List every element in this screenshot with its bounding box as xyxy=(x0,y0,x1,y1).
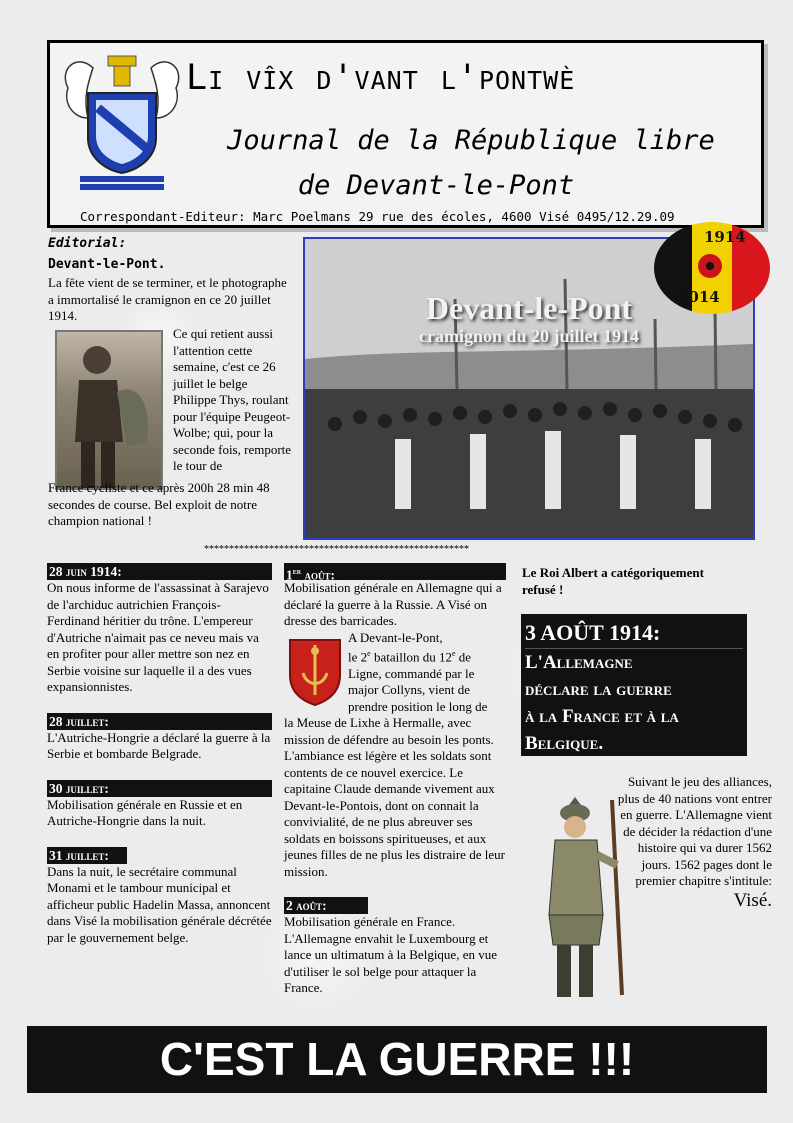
date-word: juillet xyxy=(65,713,105,729)
date-header-28-juin: 28 juin 1914: xyxy=(47,563,272,580)
date-word: août xyxy=(304,567,331,583)
editorial-intro: La fête vient de se terminer, et le photographe a immortalisé le cramignon en ce 20 juillet 1914. xyxy=(48,275,287,323)
king-albert-refused: Le Roi Albert a catégoriquement refusé ! xyxy=(522,565,704,597)
date-header-28-juillet: 28 juillet: xyxy=(47,713,272,730)
wrap-line: A Devant-le-Pont, xyxy=(348,629,443,645)
masthead-editor-info: Correspondant-Editeur: Marc Poelmans 29 rue des écoles, 4600 Visé 0495/12.29.09 xyxy=(80,209,675,224)
wrap-text: bataillon du 12 xyxy=(370,649,452,665)
editorial-side-text: Ce qui retient aussi l'attention cette semaine, c'est ce 26 juillet le belge Philippe Thys, roulant pour l'équipe Peugeot-Wolbe; qui, pour la seconde fois, remporte le tour de xyxy=(173,326,292,473)
wrap-sup: e xyxy=(367,649,371,658)
news-1-aout-top: Mobilisation générale en Allemagne qui a déclaré la guerre à la Russie. A Visé on dresse des barricades. xyxy=(284,580,502,628)
coat-of-arms-icon xyxy=(58,48,186,193)
war-banner: C'EST LA GUERRE !!! xyxy=(27,1026,767,1093)
wrap-line xyxy=(348,646,506,666)
war-date: 3 AOÛT 1914: xyxy=(525,618,743,649)
poppy-anniversary-badge-icon xyxy=(652,220,772,316)
news-30-juillet: Mobilisation générale en Russie et en Autriche-Hongrie dans la nuit. xyxy=(47,796,243,828)
date-word: juin 1914 xyxy=(65,564,118,579)
date-word: juillet xyxy=(65,780,105,796)
date-header-2-aout: 2 août: xyxy=(284,897,368,914)
date-word: juillet xyxy=(65,847,105,863)
alliances-ending: Visé. xyxy=(733,889,772,911)
editorial-label: Editorial: xyxy=(48,236,127,251)
news-2-aout: Mobilisation générale en France. L'Allemagne envahit le Luxembourg et lance un ultimatum à la Belgique, en vue d'utiliser le sol belge pour attaquer la France. xyxy=(284,914,497,996)
date-superscript: er xyxy=(292,567,302,576)
alliances-text xyxy=(612,774,772,912)
cyclist-photo xyxy=(55,330,163,490)
war-line: L'Allemagne xyxy=(525,652,633,673)
war-declaration-box xyxy=(521,614,747,756)
date-header-1-aout: 1er août: xyxy=(284,563,506,580)
wrap-line: prendre position le long de xyxy=(348,698,488,714)
war-line: déclare la guerre xyxy=(525,679,672,700)
date-number: 31 xyxy=(49,847,63,863)
date-number: 28 xyxy=(49,713,63,729)
badge-year-bottom: 2014 xyxy=(678,288,720,306)
date-number: 2 xyxy=(286,898,293,914)
masthead-subtitle-line1: Journal de la République libre xyxy=(227,125,715,156)
photo-caption-subtitle: cramignon du 20 juillet 1914 xyxy=(418,326,639,346)
alliances-body: Suivant le jeu des alliances, plus de 40 nations vont entrer en guerre. L'Allemagne vient de décider la rédaction d'une histoire qui va durer 1562 jours. 1562 pages dont le premier chapitre s'intitule: xyxy=(617,774,772,888)
wrap-line: Ligne, commandé par le xyxy=(348,665,475,681)
date-number: 28 xyxy=(49,564,63,579)
wrap-sup: e xyxy=(451,649,456,658)
masthead-subtitle-line2: de Devant-le-Pont xyxy=(297,170,575,201)
war-line: Belgique. xyxy=(525,733,604,754)
date-word: août xyxy=(296,898,323,914)
regiment-insignia-icon xyxy=(285,635,345,707)
date-number: 1 xyxy=(286,567,293,583)
war-declaration-text xyxy=(525,649,743,757)
editorial-title: Devant-le-Pont. xyxy=(48,257,166,272)
editorial-bottom-text: France cycliste et ce après 200h 28 min 48 secondes de course. Bel exploit de notre champion national ! xyxy=(48,480,270,528)
war-line: à la France et à la xyxy=(525,706,679,727)
wrap-line: major Collyns, vient de xyxy=(348,682,471,698)
photo-caption-title: Devant-le-Pont xyxy=(425,290,633,326)
news-31-juillet: Dans la nuit, le secrétaire communal Monami et le tambour municipal et afficheur public Hadelin Massa, annoncent dans Visé la mobilisation générale décrétée par le gouvernement belge. xyxy=(47,863,272,945)
date-header-31-juillet: 31 juillet: xyxy=(47,847,127,864)
date-header-30-juillet: 30 juillet: xyxy=(47,780,272,797)
news-28-juillet: L'Autriche-Hongrie a déclaré la guerre à la Serbie et bombarde Belgrade. xyxy=(47,729,271,761)
news-1-aout-bottom: la Meuse de Lixhe à Hermalle, avec mission de défendre au besoin les ponts. L'ambiance est légère et les soldats sont contents de ce nouvel exercice. Le capitaine Claude demande vivement aux Devant-le-Pontois, dont on connait la convivialité, de ne plus abreuver ses soldats en boissons spiritueuses, et aux jeunes filles de ne plus les distraire de leur mission. xyxy=(284,715,505,879)
news-28-juin: On nous informe de l'assassinat à Sarajevo de l'archiduc autrichien François-Ferdinand héritier du trône. L'empereur d'Autriche n'aimait pas ce neveu mais va en profiter pour aller mettre son nez en Serbie voisine sur laquelle il a des vues expansionnistes. xyxy=(47,580,269,694)
column-1 xyxy=(47,563,272,946)
column-2 xyxy=(284,563,506,997)
wrap-text: le 2 xyxy=(348,649,368,665)
separator-stars: ***************************************************** xyxy=(204,544,469,555)
badge-year-top: 1914 xyxy=(704,228,746,246)
wrap-text: de xyxy=(455,649,472,665)
cyclist-figure-icon xyxy=(57,332,161,488)
masthead-title: Li vîx d'vant l'pontwè xyxy=(186,58,576,98)
date-number: 30 xyxy=(49,780,63,796)
